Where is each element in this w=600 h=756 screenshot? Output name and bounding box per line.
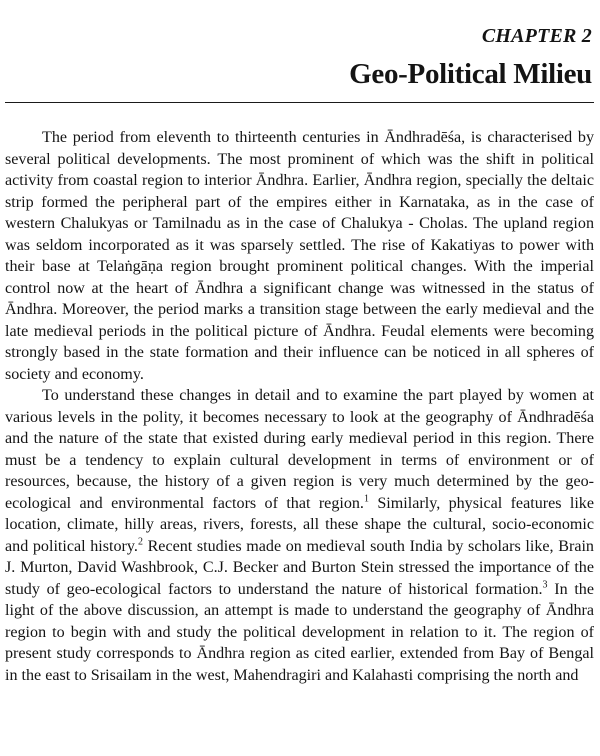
paragraph-2-segment: Similarly, physical features like location, climate, hilly areas, rivers, forests, all these shape the cultural, socio-economic and political history. <box>5 494 594 555</box>
paragraph-1: The period from eleventh to thirteenth centuries in Āndhradēśa, is characterised by several political developments. The most prominent of which was the shift in political activity from coastal region to interior Āndhra. Earlier, Āndhra region, specially the deltaic strip formed the peripheral part of the empires either in Karnataka, as in the case of western Chalukyas or Tamilnadu as in the case of Chalukya - Cholas. The upland region was seldom incorporated as it was sparsely settled. The rise of Kakatiyas to power with their base at Telaṅgāṇa region brought prominent political changes. With the imperial control now at the heart of Āndhra a significant change was witnessed in the status of Āndhra. Moreover, the period marks a transition stage between the early medieval and the late medieval periods in the political picture of Āndhra. Feudal elements were becoming strongly based in the state formation and their influence can be noticed in all spheres of society and economy. <box>5 129 594 383</box>
paragraph-2 <box>5 385 594 686</box>
paragraph-2-segment: In the light of the above discussion, an attempt is made to understand the geography of Āndhra region to begin with and study the political development in relation to it. The region of present study corresponds to Āndhra region as cited earlier, extended from Bay of Bengal in the east to Srisailam in the west, Mahendragiri and Kalahasti comprising the north and <box>5 580 594 684</box>
paragraph-2-segment: To understand these changes in detail and to examine the part played by women at various levels in the polity, it becomes necessary to look at the geography of Āndhradēśa and the nature of the state that existed during early medieval period in this region. There must be a tendency to explain cultural development in terms of environment or of resources, because, the history of a given region is very much determined by the geo-ecological and environmental factors of that region. <box>5 387 594 512</box>
chapter-title: Geo-Political Milieu <box>349 58 592 90</box>
footnote-ref-3: 3 <box>542 579 548 591</box>
paragraph-2-segment: Recent studies made on medieval south India by scholars like, Brain J. Murton, David Washbrook, C.J. Becker and Burton Stein stressed the importance of the study of geo-ecological factors to understand the nature of historical formation. <box>5 537 594 598</box>
chapter-number: CHAPTER 2 <box>481 25 592 47</box>
footnote-ref-1: 1 <box>363 493 369 505</box>
title-divider <box>5 102 594 103</box>
body-text <box>5 127 594 686</box>
footnote-ref-2: 2 <box>137 536 143 548</box>
